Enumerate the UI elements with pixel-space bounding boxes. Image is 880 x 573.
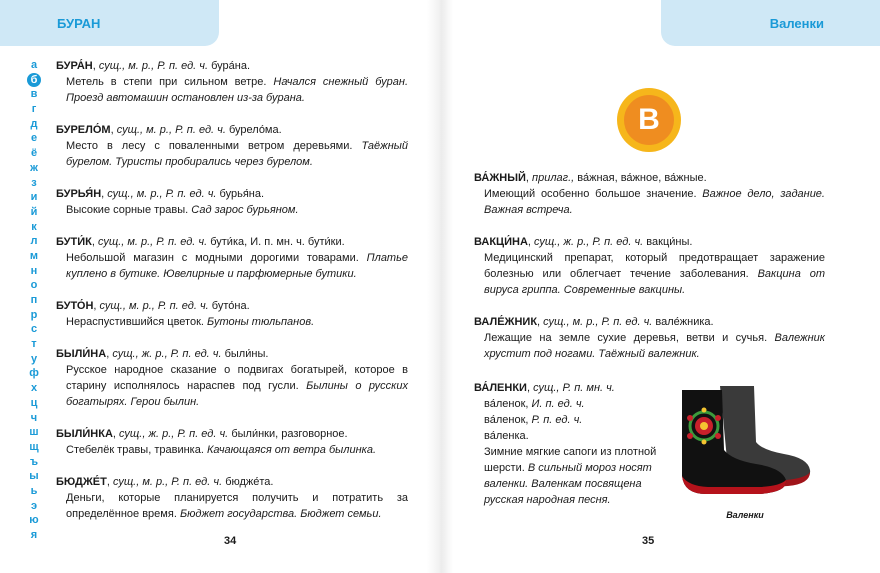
alphabet-letter[interactable]: м [29, 249, 39, 262]
entry-definition: Небольшой магазин с модными дорогими товарами. Платье куплено в бутике. Ювелирные и парфюмерные бутики. [66, 252, 408, 280]
alphabet-letter[interactable]: з [31, 176, 37, 189]
dictionary-entry: ВА́ЖНЫЙ, прилаг., ва́жная, ва́жное, ва́жные. Имеющий особенно большое значение. Важное дело, задание. Важная встреча. [474, 172, 825, 216]
entry-grammar: сущ., м. р., Р. п. ед. ч. [112, 476, 223, 488]
alphabet-letter[interactable]: ъ [29, 455, 39, 468]
section-letter: В [624, 95, 674, 145]
alphabet-letter[interactable]: е [30, 132, 38, 145]
left-running-header [0, 0, 219, 46]
dictionary-entry: БУРЬЯ́Н, сущ., м. р., Р. п. ед. ч. бурья́на. Высокие сорные травы. Сад зарос бурьяном. [56, 186, 408, 218]
alphabet-letter[interactable]: ш [29, 426, 39, 439]
entry-grammar: сущ., ж. р., Р. п. ед. ч. [534, 236, 644, 248]
entry-definition: Русское народное сказание о подвигах богатырей, которое в старину исполнялось нараспев под гусли. Былины о русских богатырях. Герои былин. [66, 364, 408, 408]
entry-grammar: сущ., м. р., Р. п. ед. ч. [543, 316, 653, 328]
alphabet-letter[interactable]: д [30, 117, 38, 130]
entry-forms: бурело́ма. [228, 124, 282, 136]
entry-grammar: сущ., ж. р., Р. п. ед. ч. [112, 348, 222, 360]
entry-definition: Нераспустившийся цветок. Бутоны тюльпанов. [66, 316, 315, 328]
entry-forms: были́нки, разговорное. [231, 428, 348, 440]
entry-form-1: ва́ленок, И. п. ед. ч. [484, 398, 585, 410]
dictionary-entry: БЫЛИ́НКА, сущ., ж. р., Р. п. ед. ч. были́нки, разговорное. Стебелёк травы, травинка. Качающаяся от ветра былинка. [56, 426, 408, 458]
dictionary-entry: ВАЛЕ́ЖНИК, сущ., м. р., Р. п. ед. ч. вале́жника. Лежащие на земле сухие деревья, ветви и сучья. Валежник хрустит под ногами. Таёжный валежник. [474, 316, 825, 360]
entry-example: Таёжный бурелом. Туристы пробирались через бурелом. [66, 140, 408, 168]
entry-definition: Медицинский препарат, который предотвращает заражение болезнью или облегчает течение заболевания. Вакцина от вируса гриппа. Современные вакцины. [484, 252, 825, 296]
entry-example: Валежник хрустит под ногами. Таёжный валежник. [484, 332, 825, 360]
alphabet-index [22, 58, 46, 543]
page-gutter [427, 0, 453, 573]
entry-headword: БУРЬЯ́Н [56, 188, 102, 200]
entry-forms: бюдже́та. [225, 476, 274, 488]
right-header-title: Валенки [769, 15, 824, 31]
alphabet-letter[interactable]: л [30, 235, 38, 248]
entry-headword: ВА́ЛЕНКИ [474, 382, 527, 394]
entry-grammar: сущ., ж. р., Р. п. ед. ч. [119, 428, 229, 440]
entry-forms: ва́жная, ва́жное, ва́жные. [577, 172, 707, 184]
entry-example: Качающаяся от ветра былинка. [206, 444, 376, 456]
felt-boots-image [676, 380, 816, 500]
entry-headword: БЫЛИ́НА [56, 348, 107, 360]
dictionary-entry: ВАКЦИ́НА, сущ., ж. р., Р. п. ед. ч. вакци́ны. Медицинский препарат, который предотвращает заражение болезнью или облегчает течение заболевания. Вакцина от вируса гриппа. Современные вакцины. [474, 236, 825, 296]
entry-grammar: сущ., м. р., Р. п. ед. ч. [97, 236, 208, 248]
alphabet-letter[interactable]: х [30, 382, 38, 395]
entry-grammar: сущ., м. р., Р. п. ед. ч. [99, 300, 209, 312]
alphabet-letter[interactable]: н [30, 264, 38, 277]
right-running-header [661, 0, 880, 46]
alphabet-letter[interactable]: в [30, 88, 38, 101]
dictionary-entry: БЮДЖЕ́Т, сущ., м. р., Р. п. ед. ч. бюдже́та. Деньги, которые планируется получить и потратить за определённое время. Бюджет государства. Бюджет семьи. [56, 476, 408, 520]
alphabet-letter[interactable]: к [31, 220, 37, 233]
left-column-entries [56, 58, 408, 538]
entry-headword: БУТИ́К [56, 236, 92, 248]
entry-headword: БЫЛИ́НКА [56, 428, 113, 440]
alphabet-letter[interactable]: п [30, 294, 38, 306]
entry-definition: Стебелёк травы, травинка. Качающаяся от ветра былинка. [66, 444, 376, 456]
dictionary-entry-valenki: ВА́ЛЕНКИ, сущ., Р. п. мн. ч. ва́ленок, И. п. ед. ч. ва́ленок, Р. п. ед. ч. ва́ленка. Зимние мягкие сапоги из плотной шерсти. В сильный мороз носят валенки. Валенкам посвящена русская народная песня. [474, 380, 660, 508]
alphabet-letter[interactable]: о [30, 279, 38, 292]
entry-definition: Место в лесу с поваленными ветром деревьями. Таёжный бурелом. Туристы пробирались через бурелом. [66, 140, 408, 168]
entry-headword: БУТО́Н [56, 300, 94, 312]
alphabet-letter[interactable]: у [30, 352, 38, 365]
entry-forms: вакци́ны. [646, 236, 693, 248]
alphabet-letter[interactable]: г [31, 103, 37, 116]
entry-headword: ВАКЦИ́НА [474, 236, 528, 248]
entry-headword: ВА́ЖНЫЙ [474, 172, 526, 184]
entry-headword: БУРА́Н [56, 60, 93, 72]
alphabet-letter[interactable]: щ [29, 440, 39, 453]
dictionary-entry: БУРЕЛО́М, сущ., м. р., Р. п. ед. ч. бурело́ма. Место в лесу с поваленными ветром деревьями. Таёжный бурелом. Туристы пробирались через бурелом. [56, 124, 408, 168]
entry-grammar: сущ., м. р., Р. п. ед. ч. [98, 60, 209, 72]
alphabet-letter[interactable]: ё [30, 147, 38, 160]
dictionary-entry: БУТО́Н, сущ., м. р., Р. п. ед. ч. буто́на. Нераспустившийся цветок. Бутоны тюльпанов. [56, 298, 408, 330]
left-header-title: БУРАН [57, 15, 101, 31]
entry-example: Платье куплено в бутике. Ювелирные и парфюмерные бутики. [66, 252, 408, 280]
entry-forms: были́ны. [224, 348, 269, 360]
alphabet-letter[interactable]: ы [29, 470, 39, 483]
entry-example: Былины о русских богатырях. Герои былин. [66, 380, 408, 408]
right-column-entries [474, 170, 825, 378]
alphabet-letter[interactable]: а [30, 59, 38, 71]
alphabet-letter[interactable]: ю [29, 514, 39, 527]
entry-grammar: сущ., м. р., Р. п. ед. ч. [107, 188, 217, 200]
entry-grammar: сущ., м. р., Р. п. ед. ч. [116, 124, 226, 136]
entry-example: Бюджет государства. Бюджет семьи. [179, 508, 382, 520]
entry-forms: бура́на. [211, 60, 251, 72]
entry-definition: Лежащие на земле сухие деревья, ветви и сучья. Валежник хрустит под ногами. Таёжный валежник. [484, 332, 825, 360]
entry-form-3: ва́ленка. [484, 430, 529, 442]
entry-grammar: прилаг., [532, 172, 575, 184]
dictionary-entry: БЫЛИ́НА, сущ., ж. р., Р. п. ед. ч. были́ны. Русское народное сказание о подвигах богатырей, которое в старину исполнялось нараспев под гусли. Былины о русских богатырях. Герои былин. [56, 348, 408, 408]
valenki-illustration [676, 380, 816, 500]
entry-example: В сильный мороз носят валенки. Валенкам посвящена русская народная песня. [484, 462, 652, 506]
alphabet-letter[interactable]: и [30, 191, 38, 204]
alphabet-letter[interactable]: ч [30, 411, 38, 424]
page-number-right: 35 [642, 535, 655, 547]
alphabet-letter[interactable]: я [30, 529, 38, 541]
entry-forms: бурья́на. [219, 188, 265, 200]
image-caption: Валенки [726, 510, 764, 520]
entry-headword: БУРЕЛО́М [56, 124, 111, 136]
entry-grammar: сущ., Р. п. мн. ч. [533, 382, 615, 394]
alphabet-letter[interactable]: с [30, 323, 38, 336]
alphabet-letter[interactable]: т [31, 338, 37, 351]
entry-example: Бутоны тюльпанов. [207, 316, 315, 328]
alphabet-letter[interactable]: б [22, 73, 46, 88]
entry-forms: вале́жника. [655, 316, 714, 328]
entry-definition: Метель в степи при сильном ветре. Начался снежный буран. Проезд автомашин остановлен из-за бурана. [66, 76, 408, 104]
entry-forms: бути́ка, И. п. мн. ч. бути́ки. [210, 236, 345, 248]
section-letter-badge [617, 88, 681, 152]
entry-example: Начался снежный буран. Проезд автомашин остановлен из-за бурана. [66, 76, 408, 104]
entry-definition: Высокие сорные травы. Сад зарос бурьяном. [66, 204, 299, 216]
entry-headword: ВАЛЕ́ЖНИК [474, 316, 538, 328]
alphabet-letter[interactable]: э [30, 499, 38, 512]
alphabet-letter[interactable]: р [30, 308, 38, 321]
alphabet-letter[interactable]: й [30, 205, 38, 218]
entry-form-2: ва́ленок, Р. п. ед. ч. [484, 414, 583, 426]
entry-definition: Зимние мягкие сапоги из плотной шерсти. В сильный мороз носят валенки. Валенкам посвящена русская народная песня. [484, 446, 657, 506]
entry-example: Вакцина от вируса гриппа. Современные вакцины. [484, 268, 825, 296]
entry-example: Важное дело, задание. Важная встреча. [484, 188, 825, 216]
entry-definition: Деньги, которые планируется получить и потратить за определённое время. Бюджет государства. Бюджет семьи. [66, 492, 408, 520]
entry-definition: Имеющий особенно большое значение. Важное дело, задание. Важная встреча. [484, 188, 825, 216]
dictionary-entry: БУРА́Н, сущ., м. р., Р. п. ед. ч. бура́на. Метель в степи при сильном ветре. Начался снежный буран. Проезд автомашин остановлен из-за бурана. [56, 60, 408, 104]
alphabet-letter[interactable]: ф [29, 367, 39, 380]
entry-forms: буто́на. [211, 300, 250, 312]
entry-example: Сад зарос бурьяном. [191, 204, 299, 216]
dictionary-entry: БУТИ́К, сущ., м. р., Р. п. ед. ч. бути́ка, И. п. мн. ч. бути́ки. Небольшой магазин с модными дорогими товарами. Платье куплено в бутике. Ювелирные и парфюмерные бутики. [56, 236, 408, 280]
alphabet-letter[interactable]: ь [30, 484, 38, 497]
page-number-left: 34 [224, 535, 237, 547]
alphabet-letter[interactable]: ж [30, 161, 38, 174]
alphabet-letter[interactable]: ц [30, 396, 38, 409]
entry-headword: БЮДЖЕ́Т [56, 476, 107, 488]
